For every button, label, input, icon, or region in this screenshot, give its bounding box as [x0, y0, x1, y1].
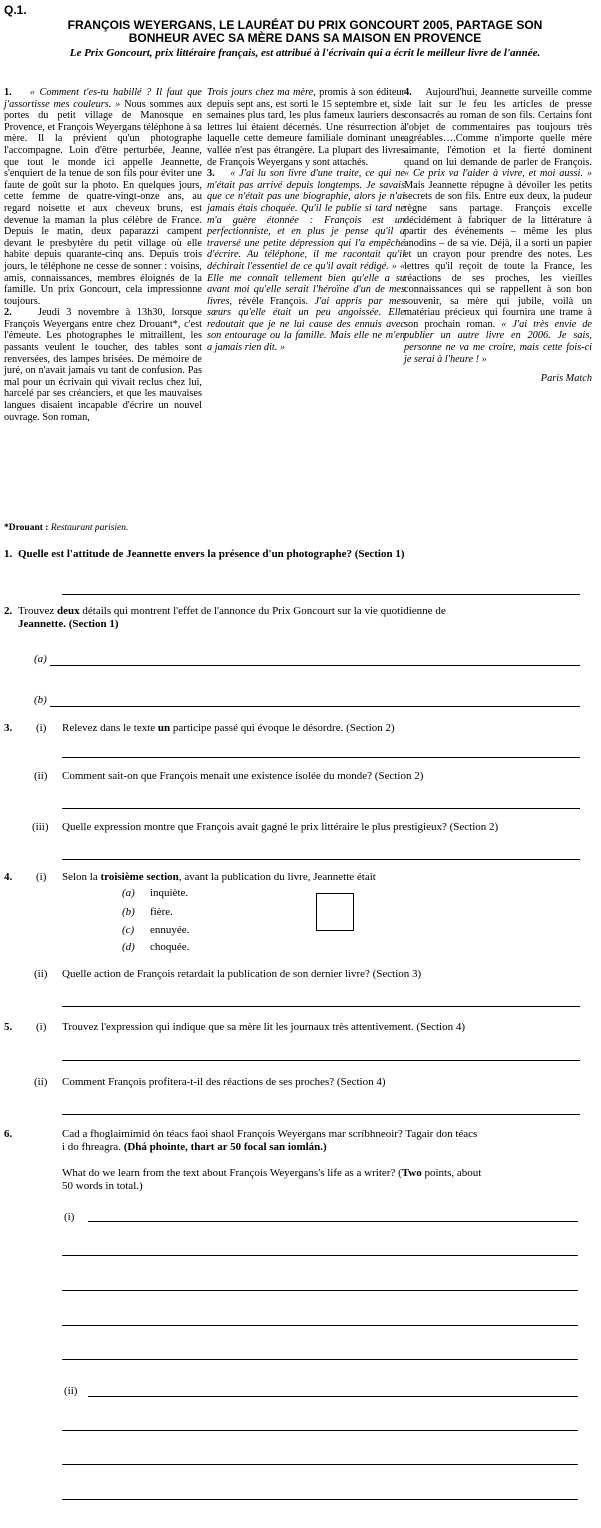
section-quote: « J'ai très envie de publier un autre livre en 2006. Je sais, personne ne va me croire, mais cette fois-ci je serai à l'heure ! »	[404, 318, 592, 365]
section-text: Jeudi 3 novembre à 13h30, lorsque François Weyergans entre chez Drouant*, c'est l'émeute. Les photographes le mitraillent, les passants veulent le toucher, des tables sont renversées, des lampes brisées. De mémoire de juré, on n'avait jamais vu tant de confusion. Pas mal pour un écrivain qui vivait reclus chez lui, harcelé par ses créanciers, et que les mauvaises langues disaient incapable d'écrire un nouvel ouvrage. Son roman,	[4, 307, 202, 423]
article-column-3	[404, 87, 592, 385]
option-label: (c)	[122, 924, 135, 936]
option-text: choquée.	[150, 941, 190, 953]
section-quote: « Elle me connaît tellement bien qu'elle a su avant moi qu'elle serait l'héroïne d'un de mes livres,	[207, 260, 405, 307]
section-text: Mais Jeannette répugne à dévoiler les petits secrets de son fils. Entre eux deux, la pudeur règne sans partage. François excelle décidément à fabriquer de la littérature à partir des événements – même les plus anodins – de sa vie. Déjà, il a sorti un papier et un crayon pour prendre des notes. Les lettres qu'il reçoit de toute la France, les réactions de ses proches, les vieilles connaissances qui se rappellent à son bon souvenir, sa mère qui jubile, voilà un matériau précieux qui fournira une trame à son prochain roman.	[404, 179, 592, 330]
question-text: Quelle action de François retardait la publication de son dernier livre? (Section 3)	[62, 968, 422, 980]
question-text: Selon la troisième section, avant la publication du livre, Jeannette était	[62, 871, 376, 883]
answer-line[interactable]	[62, 1359, 578, 1360]
answer-label: (a)	[34, 653, 47, 665]
section-text: , promis à son éditeur depuis sept ans, est sorti le 15 septembre et, six semaines plus tard, les plus fameux lauriers des lettres lui étaient décernés. Une résurrection à laquelle cette demeure familiale dominant une vallée n'est pas étrangère. La plupart des livres de François Weyergans y sont attachés.	[207, 87, 405, 168]
part-label: (i)	[36, 1021, 47, 1033]
question-text-irish: Cad a fhoglaimímid ón téacs faoi shaol François Weyergans mar scríbhneoir? Tagair don téacs i do fhreagra. (Dhá phointe, thart ar 50 focal san iomlán.)	[62, 1128, 478, 1153]
footnote	[4, 523, 128, 533]
headline-line-1: FRANÇOIS WEYERGANS, LE LAURÉAT DU PRIX GONCOURT 2005, PARTAGE SON	[67, 18, 543, 32]
answer-line[interactable]	[62, 1430, 578, 1431]
part-label: (ii)	[64, 1385, 78, 1397]
article-subtitle: Le Prix Goncourt, prix littéraire français, est attribué à l'écrivain qui a écrit le meilleur livre de l'année.	[69, 47, 541, 59]
part-label: (ii)	[34, 968, 48, 980]
section-2	[4, 307, 202, 423]
question-2	[4, 605, 584, 633]
question-text: Relevez dans le texte un participe passé qui évoque le désordre. (Section 2)	[62, 722, 395, 734]
question-number: 3.	[4, 722, 13, 734]
section-number: 2.	[4, 307, 12, 319]
question-text: Quelle est l'attitude de Jeannette envers la présence d'un photographe? (Section 1)	[18, 548, 405, 560]
answer-line[interactable]	[62, 1060, 580, 1061]
question-text: Comment sait-on que François menait une existence isolée du monde? (Section 2)	[62, 770, 424, 782]
answer-line[interactable]	[62, 1114, 580, 1115]
footnote-text: Restaurant parisien.	[50, 523, 129, 533]
answer-line[interactable]	[50, 706, 580, 707]
section-text: Nous sommes aux portes du petit village de Manosque en Provence, et François Weyergans téléphone à sa mère. Il la prévient qu'un photographe l'accompagne. Loin d'être perturbée, Jeanne, que tout le monde ici appelle Jeannette, s'enquiert de la tenue de son fils pour éviter une faute de goût sur la photo. En quelques jours, cette femme de quatre-vingt-onze ans, au regard noisette et aux cheveux bruns, est devenue la maman la plus célèbre de France. Depuis le matin, deux paparazzi campent devant le presbytère du petit village où elle habite depuis quarante-cinq ans. Depuis trois jours, le téléphone ne cesse de sonner : voisins, amis, connaissances, membres éloignés de la famille. Un prix Goncourt, cela impressionne toujours.	[4, 98, 203, 307]
article-column-1	[4, 87, 202, 423]
section-number: 3.	[207, 168, 215, 180]
section-quote: « Comment t'es-tu habillé ? Il faut que j'assortisse mes couleurs. »	[4, 87, 203, 110]
question-text: Comment François profitera-t-il des réactions de ses proches? (Section 4)	[62, 1076, 386, 1088]
part-label: (i)	[36, 722, 47, 734]
section-number: 4.	[404, 87, 412, 98]
headline-line-2: BONHEUR AVEC SA MÈRE DANS SA MAISON EN PROVENCE	[128, 31, 482, 45]
answer-line[interactable]	[62, 808, 580, 809]
section-4	[404, 87, 592, 365]
question-text: Quelle expression montre que François avait gagné le prix littéraire le plus prestigieux? (Section 2)	[62, 821, 499, 833]
part-label: (ii)	[34, 770, 48, 782]
answer-line[interactable]	[62, 1499, 578, 1500]
question-number: 4.	[4, 871, 13, 883]
question-text-english: What do we learn from the text about François Weyergans's life as a writer? (Two points, about 50 words in total.)	[62, 1167, 482, 1192]
question-number: 2.	[4, 605, 13, 617]
answer-line[interactable]	[88, 1221, 578, 1222]
answer-line[interactable]	[62, 1464, 578, 1465]
part-label: (iii)	[32, 821, 49, 833]
answer-label: (b)	[34, 694, 47, 706]
question-number: Q.1.	[4, 3, 27, 17]
part-label: (i)	[64, 1211, 75, 1223]
answer-line[interactable]	[62, 1290, 578, 1291]
section-quote: « Ce prix va l'aider à vivre, et moi aussi. »	[404, 168, 592, 180]
question-text: Trouvez deux détails qui montrent l'effet de l'annonce du Prix Goncourt sur la vie quotidienne de Jeannette. (Section 1)	[18, 605, 446, 630]
part-label: (ii)	[34, 1076, 48, 1088]
answer-line[interactable]	[50, 665, 580, 666]
article-source: Paris Match	[540, 373, 592, 385]
footnote-label: *Drouant :	[4, 523, 49, 533]
question-number: 5.	[4, 1021, 13, 1033]
section-text: révèle François.	[238, 295, 309, 307]
question-number: 6.	[4, 1128, 13, 1140]
section-number: 1.	[4, 87, 12, 98]
section-quote: J'ai appris par mes sœurs qu'elle était un peu angoissée. Elle redoutait que je ne lui cause des ennuis avec son entourage ou la famille. Mais elle ne m'en a jamais rien dit. »	[207, 295, 406, 354]
book-title: Trois jours chez ma mère	[207, 87, 314, 98]
option-text: fière.	[150, 906, 173, 918]
option-label: (b)	[122, 906, 135, 918]
option-text: ennuyée.	[150, 924, 190, 936]
section-1	[4, 87, 202, 307]
answer-line[interactable]	[88, 1396, 578, 1397]
option-text: inquiète.	[150, 887, 189, 899]
answer-line[interactable]	[62, 1006, 580, 1007]
answer-line[interactable]	[62, 594, 580, 595]
question-number: 1.	[4, 548, 13, 560]
part-label: (i)	[36, 871, 47, 883]
question-text: Trouvez l'expression qui indique que sa mère lit les journaux très attentivement. (Section 4)	[62, 1021, 465, 1033]
option-label: (a)	[122, 887, 135, 899]
article-column-2	[207, 87, 405, 354]
section-quote: « J'ai lu son livre d'une traite, ce qui ne m'était pas arrivé depuis longtemps. Je savais que ce n'était pas une biographie, alors je n'ai jamais étais choquée. Qu'il le publie si tard ne m'a guère étonnée : François est un perfectionniste, et en plus je pense qu'il a traversé une petite dépression qui l'a empêché d'écrire. Au téléphone, il me racontait qu'il déchirait l'essentiel de ce qu'il avait rédigé. »	[207, 168, 406, 272]
article-headline	[20, 19, 590, 45]
answer-line[interactable]	[62, 1325, 578, 1326]
answer-line[interactable]	[62, 1255, 578, 1256]
section-3	[207, 168, 405, 354]
answer-line[interactable]	[62, 859, 580, 860]
answer-box[interactable]	[316, 893, 354, 931]
option-label: (d)	[122, 941, 135, 953]
section-text: Aujourd'hui, Jeannette surveille comme le lait sur le feu les articles de presse consacrés au roman de son fils. Certains font l'objet de commentaires pas toujours très agréables….Comme n'importe quelle mère aimante, l'émotion et la fierté dominent quand on lui demande de parler de François.	[404, 87, 593, 168]
article-body	[4, 87, 592, 519]
answer-line[interactable]	[62, 757, 580, 758]
section-2-continued	[207, 87, 405, 168]
